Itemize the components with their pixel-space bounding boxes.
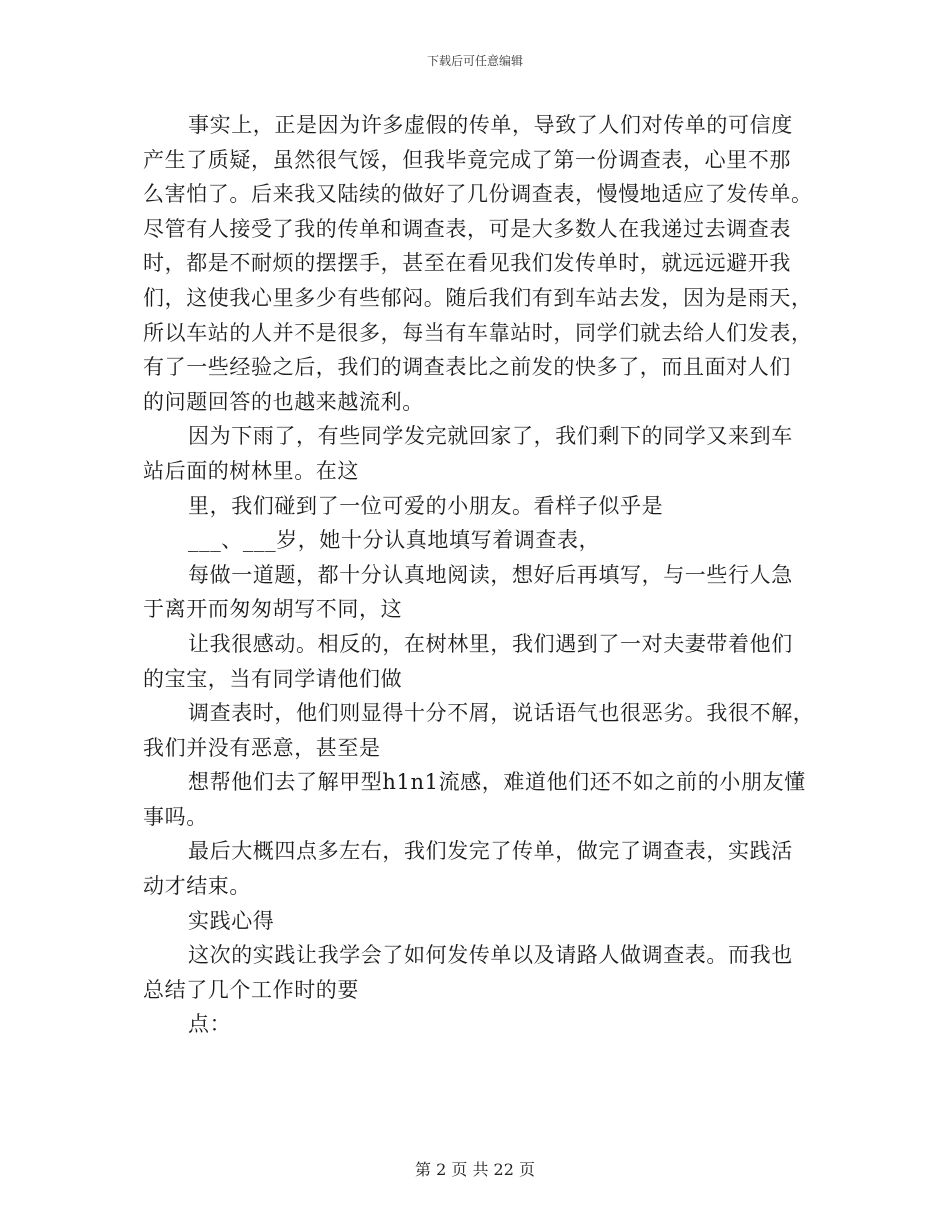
page-footer: 第 2 页 共 22 页 bbox=[415, 1160, 535, 1179]
text-line: 每做一道题，都十分认真地阅读，想好后再填写，与一些行人急 bbox=[188, 562, 793, 587]
text-line: 让我很感动。相反的，在树林里，我们遇到了一对夫妻带着他们 bbox=[188, 631, 793, 656]
text-line: ___、___岁，她十分认真地填写着调查表， bbox=[188, 528, 601, 553]
body-text bbox=[143, 108, 815, 1042]
text-line: 动才结束。 bbox=[143, 874, 251, 899]
text-line: 们，这使我心里多少有些郁闷。随后我们有到车站去发，因为是雨天， bbox=[143, 285, 813, 310]
text-line: 于离开而匆匆胡写不同，这 bbox=[143, 597, 403, 622]
text-line: 实践心得 bbox=[188, 908, 275, 933]
text-line: 么害怕了。后来我又陆续的做好了几份调查表，慢慢地适应了发传单。 bbox=[143, 182, 813, 207]
text-line: 事吗。 bbox=[143, 804, 208, 829]
text-line: 调查表时，他们则显得十分不屑，说话语气也很恶劣。我很不解， bbox=[188, 701, 815, 726]
text-line: 站后面的树林里。在这 bbox=[143, 458, 359, 483]
text-line: 的宝宝，当有同学请他们做 bbox=[143, 666, 403, 691]
text-line: 有了一些经验之后，我们的调查表比之前发的快多了，而且面对人们 bbox=[143, 355, 791, 380]
text-line: 想帮他们去了解甲型h1n1流感，难道他们还不如之前的小朋友懂 bbox=[188, 770, 806, 795]
text-line: 总结了几个工作时的要 bbox=[143, 977, 359, 1002]
text-line: 这次的实践让我学会了如何发传单以及请路人做调查表。而我也 bbox=[188, 943, 793, 968]
text-line: 最后大概四点多左右，我们发完了传单，做完了调查表，实践活 bbox=[188, 839, 793, 864]
text-line: 的问题回答的也越来越流利。 bbox=[143, 389, 424, 414]
text-line: 尽管有人接受了我的传单和调查表，可是大多数人在我递过去调查表 bbox=[143, 216, 791, 241]
text-line: 所以车站的人并不是很多，每当有车靠站时，同学们就去给人们发表， bbox=[143, 320, 813, 345]
text-line: 因为下雨了，有些同学发完就回家了，我们剩下的同学又来到车 bbox=[188, 424, 793, 449]
text-line: 点： bbox=[188, 1012, 232, 1037]
text-line: 里，我们碰到了一位可爱的小朋友。看样子似乎是 bbox=[188, 493, 664, 518]
text-line: 产生了质疑，虽然很气馁，但我毕竟完成了第一份调查表，心里不那 bbox=[143, 147, 791, 172]
text-line: 事实上，正是因为许多虚假的传单，导致了人们对传单的可信度 bbox=[188, 113, 793, 137]
text-line: 时，都是不耐烦的摆摆手，甚至在看见我们发传单时，就远远避开我 bbox=[143, 251, 791, 276]
text-line: 我们并没有恶意，甚至是 bbox=[143, 735, 381, 760]
page-header: 下载后可任意编辑 bbox=[426, 54, 523, 68]
